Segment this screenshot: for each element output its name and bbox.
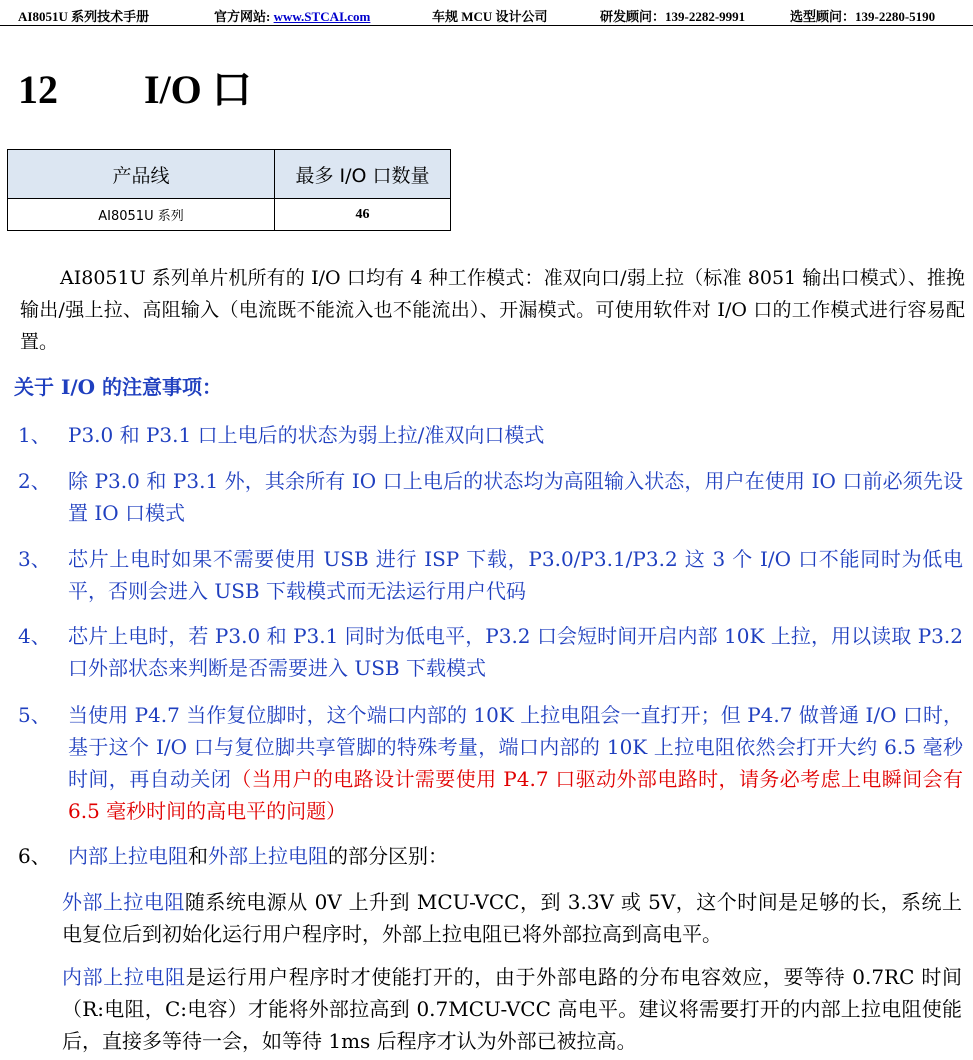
sales-contact: 选型顾问：139-2280-5190 (790, 9, 936, 24)
intro-paragraph: AI8051U 系列单片机所有的 I/O 口均有 4 种工作模式：准双向口/弱上拉（标准 8051 输出口模式）、推挽输出/强上拉、高阻输入（电流既不能流入也不能流出）、开漏模式。可使用软件对 I/O 口的工作模式进行容易配置。 (20, 267, 965, 353)
note-number: 4、 (18, 624, 51, 648)
internal-pullup-paragraph (62, 961, 962, 1057)
site-link[interactable]: www.STCAI.com (273, 9, 371, 24)
cell-product: AI8051U 系列 (8, 199, 275, 231)
note-item-5 (18, 699, 963, 827)
note-item-2 (18, 465, 963, 529)
note-number: 6、 (18, 844, 51, 868)
page-header (0, 0, 973, 26)
note-text (68, 699, 963, 827)
note-item-1 (18, 419, 963, 451)
note-number: 1、 (18, 423, 51, 447)
note-text: 芯片上电时，若 P3.0 和 P3.1 同时为低电平，P3.2 口会短时间开启内部 10K 上拉，用以读取 P3.2 口外部状态来判断是否需要进入 USB 下载模式 (68, 624, 963, 680)
note-warning: （当用户的电路设计需要使用 P4.7 口驱动外部电路时，请务必考虑上电瞬间会有 6.5 毫秒时间的高电平的问题） (68, 767, 964, 823)
external-pullup-paragraph (62, 886, 962, 950)
note-item-3 (18, 543, 963, 607)
doc-title: AI8051U 系列技术手册 (18, 9, 150, 24)
note-item-4 (18, 620, 963, 684)
note-number: 3、 (18, 547, 51, 571)
site-label: 官方网站: (214, 9, 274, 24)
io-count-table (7, 149, 451, 231)
chapter-title: I/O 口 (144, 67, 252, 112)
notes-title: 关于 I/O 的注意事项： (14, 375, 223, 399)
internal-text: 是运行用户程序时才使能打开的，由于外部电路的分布电容效应，要等待 0.7RC 时间（R:电阻，C:电容）才能将外部拉高到 0.7MCU-VCC 高电平。建议将需要打开的内部上拉电阻使能后，直接多等待一会，如等待 1ms 后程序才认为外部已被拉高。 (62, 965, 963, 1053)
rd-contact: 研发顾问：139-2282-9991 (600, 9, 746, 24)
chapter-heading (18, 58, 252, 115)
table-header-row (8, 150, 451, 199)
note-text: 除 P3.0 和 P3.1 外，其余所有 IO 口上电后的状态均为高阻输入状态，用户在使用 IO 口前必须先设置 IO 口模式 (68, 469, 963, 525)
term-external: 外部上拉电阻 (208, 844, 328, 868)
table-row (8, 199, 451, 231)
note-and: 和 (188, 844, 208, 868)
external-term: 外部上拉电阻 (62, 890, 185, 914)
col-header-count: 最多 I/O 口数量 (275, 150, 451, 199)
internal-term: 内部上拉电阻 (62, 965, 186, 989)
note-number: 2、 (18, 469, 51, 493)
note-rest: 的部分区别： (328, 844, 448, 868)
note-text: P3.0 和 P3.1 口上电后的状态为弱上拉/准双向口模式 (68, 423, 545, 447)
col-header-product: 产品线 (8, 150, 275, 199)
note-number: 5、 (18, 703, 51, 727)
cell-count: 46 (275, 199, 451, 231)
term-internal: 内部上拉电阻 (68, 844, 188, 868)
note-main-text: 当使用 P4.7 当作复位脚时，这个端口内部的 10K 上拉电阻会一直打开；但 P4.7 做普通 I/O 口时，基于这个 I/O 口与复位脚共享管脚的特殊考量，端口内部的 10K 上拉电阻依然会打开大约 6.5 毫秒时间，再自动关闭 (68, 703, 963, 791)
note-item-6 (18, 840, 963, 872)
external-text: 随系统电源从 0V 上升到 MCU-VCC，到 3.3V 或 5V，这个时间是足够的长，系统上电复位后到初始化运行用户程序时，外部上拉电阻已将外部拉高到高电平。 (62, 890, 963, 946)
company-label: 车规 MCU 设计公司 (432, 9, 548, 24)
chapter-number: 12 (18, 67, 58, 112)
official-site (214, 6, 370, 25)
note-text (68, 840, 963, 872)
note-text: 芯片上电时如果不需要使用 USB 进行 ISP 下载，P3.0/P3.1/P3.2 这 3 个 I/O 口不能同时为低电平，否则会进入 USB 下载模式而无法运行用户代码 (68, 547, 963, 603)
